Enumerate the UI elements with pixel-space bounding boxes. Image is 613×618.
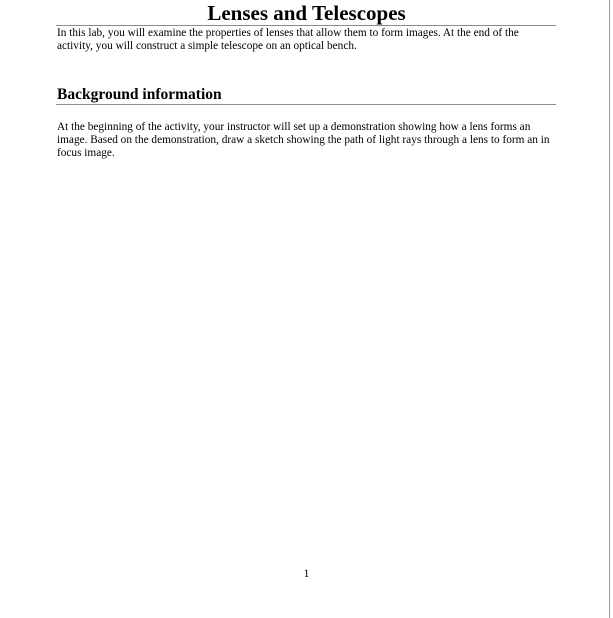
title-rule <box>56 25 556 26</box>
document-title: Lenses and Telescopes <box>207 1 406 25</box>
page-number: 1 <box>303 568 310 580</box>
intro-paragraph: In this lab, you will examine the properties of lenses that allow them to form images. At the end of the activity, you will construct a simple telescope on an optical bench. <box>57 27 519 53</box>
background-paragraph: At the beginning of the activity, your instructor will set up a demonstration showing how a lens forms an image. Based on the demonstration, draw a sketch showing the path of light rays through a lens to form an in focus image. <box>57 121 550 160</box>
section-heading-background: Background information <box>57 86 222 103</box>
section-rule <box>56 104 556 105</box>
page-edge-divider <box>609 0 610 618</box>
